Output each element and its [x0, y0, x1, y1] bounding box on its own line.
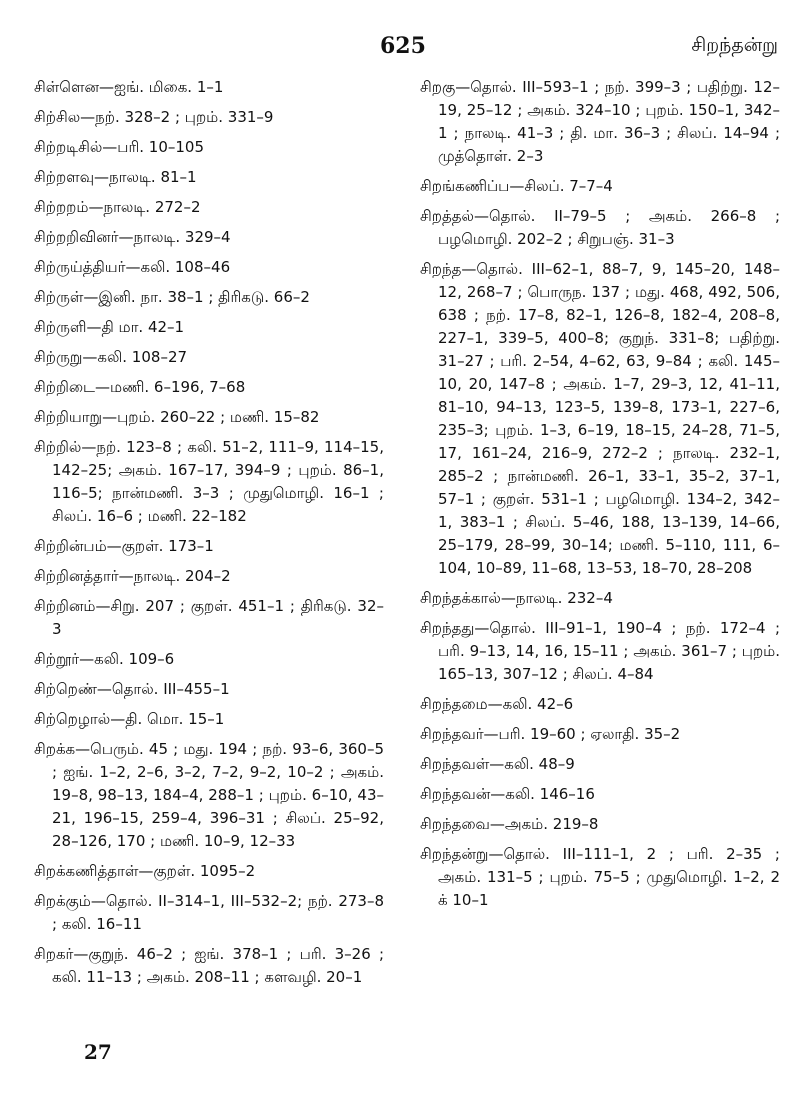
index-entry: சிறந்தவன்—கலி. 146–16 — [420, 785, 595, 803]
index-entry: சிற்றூர்—கலி. 109–6 — [34, 650, 175, 668]
index-entry: சிற்றளவு—நாலடி. 81–1 — [34, 168, 197, 186]
index-entry: சிறக்கணித்தாள்—குறள். 1095–2 — [34, 862, 256, 880]
index-entry: சிறத்தல்—தொல். II–79–5 ; அகம். 266–8 ; பழமொழி. 202–2 ; சிறுபஞ். 31–3 — [420, 207, 780, 248]
index-entry: சிறந்தவர்—பரி. 19–60 ; ஏலாதி. 35–2 — [420, 725, 681, 743]
index-entry: சிறந்தன்று—தொல். III–111–1, 2 ; பரி. 2–35 ; அகம். 131–5 ; புறம். 75–5 ; முதுமொழி. 1–2, 2 க் 10–1 — [420, 845, 780, 909]
index-entry: சிற்றிடை—மணி. 6–196, 7–68 — [34, 378, 246, 396]
index-entry: சிறந்த—தொல். III–62–1, 88–7, 9, 145–20, 148–12, 268–7 ; பொருந. 137 ; மது. 468, 492, 506, 638 ; நற். 17–8, 82–1, 126–8, 182–4, 208–8, 227–1, 339–5, 400–8; குறுந். 331–8; பதிற்று. 31–27 ; பரி. 2–54, 4–62, 63, 9–84 ; கலி. 145–10, 20, 147–8 ; அகம். 1–7, 29–3, 12, 41–11, 81–10, 94–13, 123–5, 139–8, 173–1, 227–6, 235–3; புறம். 1–3, 6–19, 18–15, 24–28, 71–5, 17, 161–24, 216–9, 272–2 ; நாலடி. 232–1, 285–2 ; நான்மணி. 26–1, 33–1, 35–2, 37–1, 57–1 ; குறள். 531–1 ; பழமொழி. 134–2, 342–1, 383–1 ; சிலப். 5–46, 188, 13–139, 14–66, 25–179, 28–99, 30–14; மணி. 5–110, 111, 6–104, 10–89, 11–68, 13–53, 18–70, 28–208 — [420, 260, 780, 577]
index-entry: சிற்றில்—நற். 123–8 ; கலி. 51–2, 111–9, 114–15, 142–25; அகம். 167–17, 394–9 ; புறம். 86–1, 116–5; நான்மணி. 3–3 ; முதுமொழி. 16–1 ; சிலப். 16–6 ; மணி. 22–182 — [34, 438, 384, 525]
index-entry: சிற்றெழால்—தி. மொ. 15–1 — [34, 710, 225, 728]
index-entry: சிற்சில—நற். 328–2 ; புறம். 331–9 — [34, 108, 274, 126]
running-head: சிறந்தன்று — [691, 34, 778, 56]
index-entry: சிற்றெண்—தொல். III–455–1 — [34, 680, 230, 698]
index-entry: சிறக்கும்—தொல். II–314–1, III–532–2; நற். 273–8 ; கலி. 16–11 — [34, 892, 384, 933]
page-number: 625 — [380, 33, 426, 59]
index-entry: சிள்ளென—ஐங். மிகை. 1–1 — [34, 78, 224, 96]
index-entry: சிற்றினம்—சிறு. 207 ; குறள். 451–1 ; திரிகடு. 32–3 — [34, 597, 384, 638]
index-entry: சிற்ருள்—இனி. நா. 38–1 ; திரிகடு. 66–2 — [34, 288, 310, 306]
index-entry: சிறக்க—பெரும். 45 ; மது. 194 ; நற். 93–6, 360–5 ; ஐங். 1–2, 2–6, 3–2, 7–2, 9–2, 10–2 ; அகம். 19–8, 98–13, 184–4, 288–1 ; புறம். 6–10, 43–21, 196–15, 259–4, 396–31 ; சிலப். 25–92, 28–126, 170 ; மணி. 10–9, 12–33 — [34, 740, 384, 850]
index-entry: சிறந்தவள்—கலி. 48–9 — [420, 755, 575, 773]
index-entry: சிற்றறம்—நாலடி. 272–2 — [34, 198, 201, 216]
index-entry: சிற்றின்பம்—குறள். 173–1 — [34, 537, 214, 555]
index-entry: சிற்ருளி—தி மா. 42–1 — [34, 318, 185, 336]
index-entry: சிற்றியாறு—புறம். 260–22 ; மணி. 15–82 — [34, 408, 320, 426]
index-entry: சிற்றறிவினர்—நாலடி. 329–4 — [34, 228, 231, 246]
folio: 27 — [84, 1040, 112, 1064]
index-entry: சிறந்தக்கால்—நாலடி. 232–4 — [420, 589, 613, 607]
index-entry: சிறங்கணிப்ப—சிலப். 7–7–4 — [420, 177, 613, 195]
right-column — [420, 76, 780, 919]
index-entry: சிற்ருறு—கலி. 108–27 — [34, 348, 188, 366]
index-entry: சிறந்தது—தொல். III–91–1, 190–4 ; நற். 172–4 ; பரி. 9–13, 14, 16, 15–11 ; அகம். 361–7 ; புறம். 165–13, 307–12 ; சிலப். 4–84 — [420, 619, 780, 683]
index-entry: சிறந்தவை—அகம். 219–8 — [420, 815, 599, 833]
index-entry: சிற்றினத்தார்—நாலடி. 204–2 — [34, 567, 231, 585]
index-entry: சிறந்தமை—கலி. 42–6 — [420, 695, 574, 713]
index-entry: சிறகு—தொல். III–593–1 ; நற். 399–3 ; பதிற்று. 12–19, 25–12 ; அகம். 324–10 ; புறம். 150–1, 342–1 ; நாலடி. 41–3 ; தி. மா. 36–3 ; சிலப். 14–94 ; முத்தொள். 2–3 — [420, 78, 780, 165]
left-column — [34, 76, 384, 996]
index-entry: சிற்றடிசில்—பரி. 10–105 — [34, 138, 205, 156]
index-entry: சிறகர்—குறுந். 46–2 ; ஐங். 378–1 ; பரி. 3–26 ; கலி. 11–13 ; அகம். 208–11 ; களவழி. 20–1 — [34, 945, 384, 986]
index-entry: சிற்ருய்த்தியர்—கலி. 108–46 — [34, 258, 231, 276]
